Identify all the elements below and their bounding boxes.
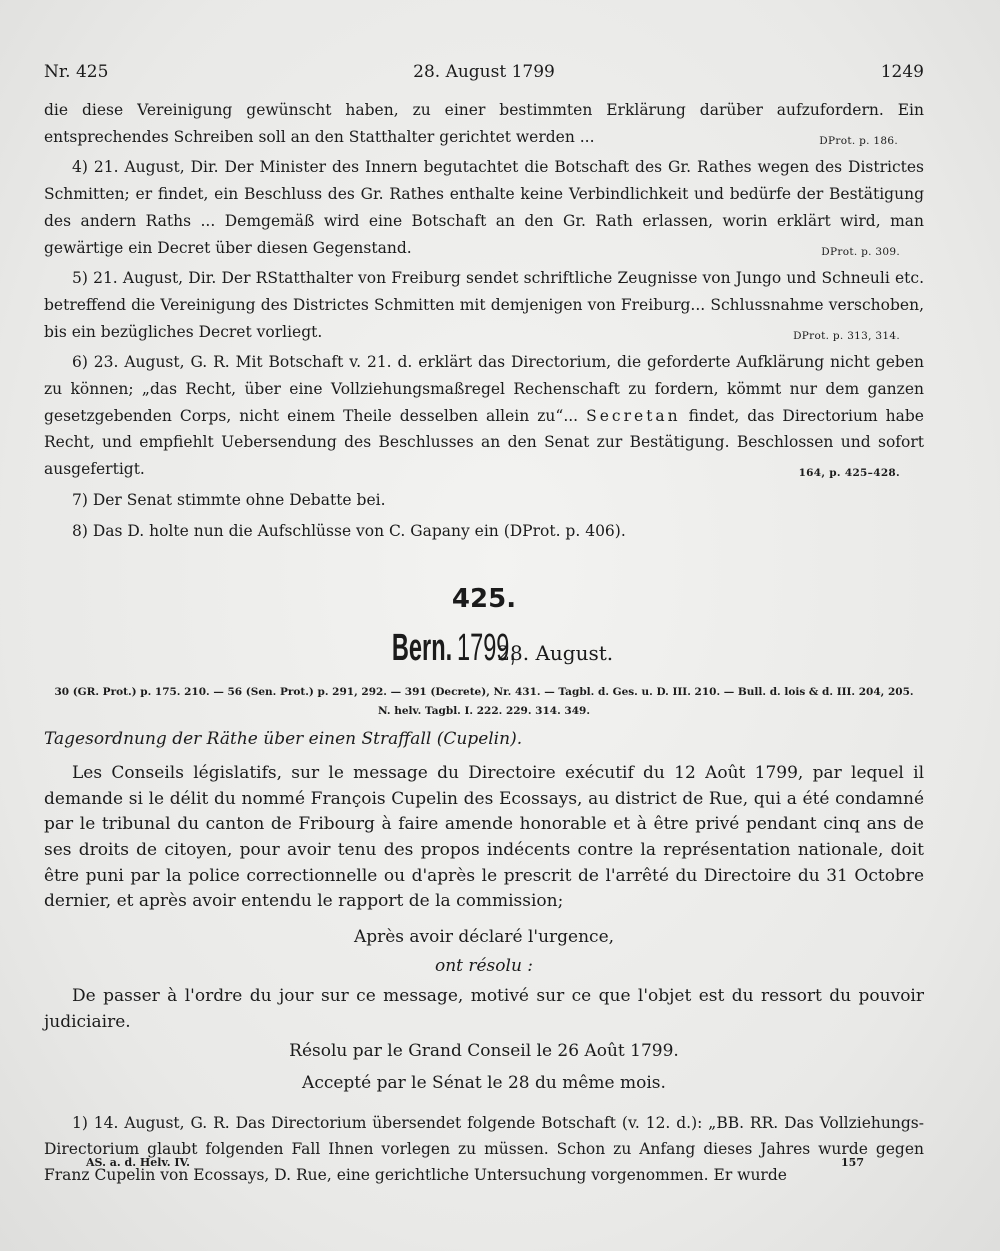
body-paragraph: Les Conseils législatifs, sur le message du Directoire exécutif du 12 Août 1799, par lequel il demande si le délit du nommé François Cupelin des Ecossays, au district de Rue, qui a été condamné par le tribunal du canton de Fribourg à faire amende honorable et à être privé pendant cinq ans de ses droits de citoyen, pour avoir tenu des propos indécents contre la représentation nationale, doit être puni par la police correctionnelle ou d'après le prescrit de l'arrêté du Directoire du 31 Octobre dernier, et après avoir entendu le rapport de la commission; (44, 763, 924, 912)
previous-document-continuation (44, 97, 924, 544)
entry-continuation (44, 97, 924, 150)
resolution-heading: ont résolu : (434, 956, 534, 977)
entry-reference: 164, p. 425–428. (798, 467, 900, 480)
entry-8: 8) Das D. holte nun die Aufschlüsse von C. Gapany ein (DProt. p. 406). (72, 521, 626, 540)
resolution-date: Résolu par le Grand Conseil le 26 Août 1799. (289, 1041, 679, 1062)
page-footer (86, 1156, 864, 1169)
entry-6 (44, 349, 924, 483)
notes-section (44, 1110, 924, 1188)
entry-text: die diese Vereinigung gewünscht haben, zu einer bestimmten Erklärung darüber aufzufordern. Ein entsprechendes Schreiben soll an den Statthalter gerichtet werden ... (44, 101, 924, 146)
entry-4 (44, 154, 924, 261)
entry-reference: DProt. p. 186. (819, 134, 898, 147)
urgence-line: Après avoir déclaré l'urgence, (353, 926, 615, 947)
page-content (44, 97, 924, 1188)
header-date: 28. August 1799 (413, 62, 555, 82)
source-references (44, 683, 924, 721)
footer-signature: AS. a. d. Helv. IV. (86, 1156, 190, 1169)
entry-reference: DProt. p. 313, 314. (793, 329, 900, 342)
header-document-number: Nr. 425 (44, 62, 109, 82)
document-summary: Tagesordnung der Räthe über einen Straffall (Cupelin). (44, 729, 523, 750)
sources-line: 30 (GR. Prot.) p. 175. 210. — 56 (Sen. Prot.) p. 291, 292. — 391 (Decrete), Nr. 431. — Tagbl. d. Ges. u. D. III. 210. — Bull. d. lois & d. III. 204, 205. (54, 686, 914, 699)
entry-text: findet, das Directorium habe Recht, und empfiehlt Uebersendung des Beschlusses an den Senat zur Bestätigung. Beschlossen und sofort ausgefertigt. (44, 406, 924, 479)
document-body (44, 761, 924, 1096)
entry-7: 7) Der Senat stimmte ohne Debatte bei. (72, 490, 386, 509)
decision-paragraph: De passer à l'ordre du jour sur ce message, motivé sur ce que l'objet est du ressort du pouvoir judiciaire. (44, 986, 924, 1032)
acceptance-line: Accepté par le Sénat le 28 du même mois. (302, 1072, 666, 1093)
entry-text: 4) 21. August, Dir. Der Minister des Innern begutachtet die Botschaft des Gr. Rathes wegen des Districtes Schmitten; er findet, ein Beschluss des Gr. Rathes enthalte keine Verbindlichkeit und bedürfe der Bestätigung des andern Raths ... Demgemäß wird eine Botschaft an den Gr. Rath erlassen, worin erklärt wird, man gewärtige ein Decret über diesen Gegenstand. (44, 158, 924, 257)
footer-sheet-number: 157 (841, 1156, 864, 1169)
person-name: Secretan (586, 406, 681, 425)
place-city: Bern. (391, 627, 452, 670)
document-number: 425. (451, 584, 517, 615)
place-year: 1799, (457, 627, 517, 670)
entry-reference: DProt. p. 309. (821, 245, 900, 258)
entry-5 (44, 265, 924, 345)
entry-1: 1) 14. August, G. R. Das Directorium übersendet folgende Botschaft (v. 12. d.): „BB. RR. Das Vollziehungs-Directorium glaubt folgenden Fall Ihnen vorlegen zu müssen. Schon zu Anfang dieses Jahres wurde gegen Franz Cupelin von Ecossays, D. Rue, eine gerichtliche Untersuchung vorgenommen. Er wurde (44, 1114, 924, 1185)
document-place-date (44, 628, 924, 675)
page-number: 1249 (880, 62, 924, 82)
entry-text: 6) 23. August, G. R. Mit Botschaft v. 21. d. erklärt das Directorium, die geforderte Aufklärung nicht geben zu können; „das Recht, über eine Vollziehungsmaßregel Rechenschaft zu fordern, kömmt nur dem ganzen gesetzgebenden Corps, nicht einem Theile desselben allein zu“... (44, 353, 924, 425)
place-date: 28. August. (497, 641, 614, 666)
sources-line: N. helv. Tagbl. I. 222. 229. 314. 349. (378, 705, 590, 718)
entry-text: 5) 21. August, Dir. Der RStatthalter von Freiburg sendet schriftliche Zeugnisse von Jungo und Schneuli etc. betreffend die Vereinigung des Districtes Schmitten mit demjenigen von Freiburg... Schlussnahme verschoben, bis ein bezügliches Decret vorliegt. (44, 269, 924, 341)
